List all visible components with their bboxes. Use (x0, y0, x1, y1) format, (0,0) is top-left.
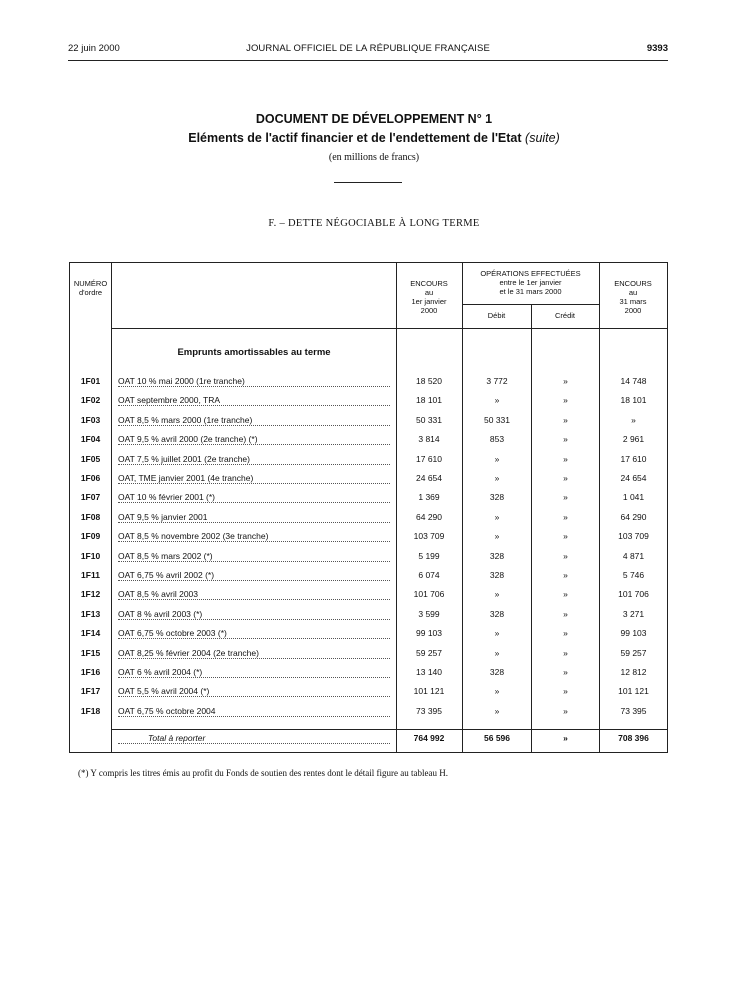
footnote: (*) Y compris les titres émis au profit du Fonds de soutien des rentes dont le détail figure au tableau H. (78, 768, 448, 778)
row-label: OAT, TME janvier 2001 (4e tranche) (118, 473, 254, 483)
row-debit: » (494, 453, 500, 464)
document-subtitle (0, 131, 748, 145)
row-encours-fin: 5 746 (622, 570, 645, 580)
row-encours-debut: 6 074 (418, 570, 440, 580)
table-row (70, 473, 667, 492)
row-leader-dots (118, 386, 390, 387)
row-credit: » (563, 667, 568, 677)
header-encours-fin-line3: 31 mars (619, 297, 647, 306)
row-number: 1F08 (80, 511, 101, 522)
total-top-rule (112, 729, 667, 730)
row-credit: » (563, 570, 568, 580)
row-label: OAT 6,75 % avril 2002 (*) (118, 570, 215, 580)
row-number: 1F03 (80, 414, 101, 425)
header-operations-line3: et le 31 mars 2000 (499, 287, 562, 296)
operations-subheader-rule (462, 304, 599, 305)
total-credit: » (563, 733, 568, 743)
row-label-cell (118, 551, 390, 561)
row-encours-fin: » (631, 414, 636, 425)
row-debit: 328 (489, 667, 505, 677)
row-encours-debut: 5 199 (418, 550, 440, 561)
row-debit: » (494, 395, 500, 406)
row-number: 1F06 (80, 473, 101, 483)
title-separator (334, 182, 402, 183)
row-leader-dots (118, 405, 390, 406)
table-row (70, 551, 667, 570)
row-label-cell (118, 434, 390, 444)
row-number: 1F17 (80, 686, 101, 697)
header-encours-debut (396, 279, 462, 315)
row-encours-debut: 101 706 (413, 589, 445, 600)
document-title: DOCUMENT DE DÉVELOPPEMENT N° 1 (255, 112, 493, 126)
row-encours-fin: 3 271 (622, 608, 645, 619)
header-rule (68, 60, 668, 61)
document-subtitle-text: Eléments de l'actif financier et de l'endettement de l'Etat (188, 131, 522, 145)
row-credit: » (563, 550, 568, 561)
row-credit: » (563, 434, 568, 445)
table-row (70, 628, 667, 647)
row-credit: » (563, 414, 568, 425)
header-bottom-rule (112, 328, 667, 329)
row-number: 1F01 (80, 376, 101, 386)
row-debit: » (494, 686, 500, 697)
header-operations (462, 269, 599, 296)
row-label: OAT 6 % avril 2004 (*) (118, 667, 203, 677)
table-row (70, 570, 667, 589)
row-debit: 50 331 (484, 414, 510, 425)
row-credit: » (563, 511, 568, 522)
row-leader-dots (118, 677, 390, 678)
row-encours-fin: 73 395 (620, 705, 647, 716)
row-encours-debut: 64 290 (416, 511, 442, 522)
row-leader-dots (118, 444, 390, 445)
row-encours-debut: 3 814 (418, 434, 440, 445)
row-encours-fin: 17 610 (620, 453, 647, 464)
row-encours-fin: 14 748 (620, 376, 647, 386)
row-encours-debut: 101 121 (413, 686, 445, 697)
row-credit: » (563, 473, 568, 483)
row-encours-debut: 24 654 (416, 473, 442, 483)
row-label: OAT 6,75 % octobre 2004 (118, 705, 216, 716)
row-label-cell (118, 531, 390, 541)
row-leader-dots (118, 541, 390, 542)
row-number: 1F02 (80, 395, 101, 406)
row-label: OAT 8,25 % février 2004 (2e tranche) (118, 647, 259, 658)
row-number: 1F05 (80, 453, 101, 464)
row-encours-debut: 50 331 (416, 414, 442, 425)
row-debit: 328 (489, 550, 505, 561)
row-encours-fin: 101 121 (618, 686, 649, 697)
row-debit: » (494, 589, 500, 600)
row-label: OAT 8,5 % mars 2002 (*) (118, 550, 213, 561)
row-label: OAT 6,75 % octobre 2003 (*) (118, 628, 227, 639)
row-number: 1F07 (80, 492, 101, 503)
row-debit: 853 (489, 434, 505, 445)
row-encours-fin: 18 101 (620, 395, 647, 406)
header-encours-fin (599, 279, 667, 315)
table-row (70, 395, 667, 414)
row-credit: » (563, 453, 568, 464)
row-credit: » (563, 531, 568, 542)
row-label-cell (118, 706, 390, 716)
row-encours-debut: 103 709 (413, 531, 445, 542)
row-label-cell (118, 686, 390, 696)
row-number: 1F15 (80, 647, 101, 658)
row-encours-fin: 4 871 (622, 550, 645, 561)
row-label-cell (118, 492, 390, 502)
page-header (68, 43, 668, 57)
table-row (70, 376, 667, 395)
row-label: OAT 8,5 % novembre 2002 (3e tranche) (118, 531, 269, 542)
row-number: 1F09 (80, 531, 101, 542)
row-label: OAT 8,5 % avril 2003 (118, 589, 199, 600)
row-label: OAT 5,5 % avril 2004 (*) (118, 686, 210, 697)
header-encours-fin-line1: ENCOURS (614, 279, 652, 288)
header-encours-debut-line2: au (424, 288, 434, 297)
row-encours-debut: 73 395 (416, 705, 442, 716)
row-label-cell (118, 415, 390, 425)
total-leader-dots (118, 743, 390, 744)
group-title: Emprunts amortissables au terme (177, 347, 331, 358)
row-number: 1F10 (80, 550, 101, 561)
row-credit: » (563, 376, 568, 386)
row-label: OAT 7,5 % juillet 2001 (2e tranche) (118, 453, 250, 464)
row-number: 1F16 (80, 667, 101, 677)
debt-table (69, 262, 668, 753)
table-row (70, 648, 667, 667)
header-page-number: 9393 (646, 43, 668, 54)
row-label-cell (118, 454, 390, 464)
row-number: 1F14 (80, 628, 101, 639)
row-credit: » (563, 395, 568, 406)
row-label-cell (118, 376, 390, 386)
document-subtitle-suffix: (suite) (525, 131, 560, 145)
row-credit: » (563, 608, 568, 619)
row-encours-debut: 3 599 (418, 608, 440, 619)
header-encours-fin-line2: au (628, 288, 638, 297)
row-encours-fin: 1 041 (622, 492, 645, 503)
row-label-cell (118, 395, 390, 405)
table-row (70, 667, 667, 686)
table-row (70, 686, 667, 705)
row-number: 1F13 (80, 608, 101, 619)
table-row (70, 415, 667, 434)
row-leader-dots (118, 638, 390, 639)
row-credit: » (563, 647, 568, 658)
total-label: Total à reporter (118, 733, 206, 743)
table-row (70, 589, 667, 608)
row-leader-dots (118, 599, 390, 600)
header-journal-title: JOURNAL OFFICIEL DE LA RÉPUBLIQUE FRANÇAISE (246, 43, 490, 54)
row-encours-fin: 24 654 (620, 473, 647, 483)
row-label: OAT 10 % février 2001 (*) (118, 492, 216, 503)
row-label-cell (118, 609, 390, 619)
header-encours-debut-line3: 1er janvier (411, 297, 447, 306)
row-encours-debut: 18 101 (416, 395, 442, 406)
row-label: OAT 8 % avril 2003 (*) (118, 608, 203, 619)
header-date: 22 juin 2000 (68, 43, 120, 54)
header-credit: Crédit (554, 311, 575, 320)
row-debit: » (494, 647, 500, 658)
row-debit: » (494, 473, 500, 483)
row-label-cell (118, 667, 390, 677)
row-label-cell (118, 648, 390, 658)
row-encours-fin: 2 961 (622, 434, 645, 445)
unit-note: (en millions de francs) (328, 152, 420, 163)
row-label-cell (118, 570, 390, 580)
row-debit: » (494, 628, 500, 639)
header-numero-line1: NUMÉRO (73, 279, 108, 288)
row-debit: » (494, 511, 500, 522)
header-numero-line2: d'ordre (78, 288, 103, 297)
table-row (70, 706, 667, 725)
row-leader-dots (118, 696, 390, 697)
header-encours-fin-line4: 2000 (624, 306, 642, 315)
row-encours-debut: 1 369 (418, 492, 440, 503)
total-encours-debut: 764 992 (413, 733, 445, 743)
row-encours-fin: 103 709 (618, 531, 649, 542)
header-debit: Débit (487, 311, 506, 320)
table-row (70, 609, 667, 628)
row-label-cell (118, 473, 390, 483)
row-credit: » (563, 686, 568, 697)
row-encours-fin: 101 706 (618, 589, 649, 600)
row-label-cell (118, 628, 390, 638)
row-leader-dots (118, 483, 390, 484)
header-encours-debut-line4: 2000 (420, 306, 438, 315)
total-label-cell (118, 733, 390, 743)
row-credit: » (563, 705, 568, 716)
row-number: 1F12 (80, 589, 101, 600)
row-encours-debut: 59 257 (416, 647, 442, 658)
row-label: OAT 8,5 % mars 2000 (1re tranche) (118, 414, 253, 425)
table-row (70, 512, 667, 531)
row-debit: 328 (489, 492, 505, 503)
row-credit: » (563, 628, 568, 639)
table-row (70, 531, 667, 550)
row-debit: 328 (489, 608, 505, 619)
row-label: OAT 9,5 % avril 2000 (2e tranche) (*) (118, 434, 258, 445)
row-debit: 328 (489, 570, 505, 580)
row-encours-debut: 99 103 (416, 628, 442, 639)
section-heading: F. – DETTE NÉGOCIABLE À LONG TERME (268, 218, 480, 229)
table-row (70, 434, 667, 453)
table-row (70, 492, 667, 511)
row-label-cell (118, 589, 390, 599)
row-encours-debut: 17 610 (416, 453, 442, 464)
row-encours-fin: 99 103 (620, 628, 647, 639)
row-number: 1F04 (80, 434, 101, 445)
row-number: 1F11 (81, 570, 100, 580)
row-debit: » (494, 531, 500, 542)
row-encours-fin: 59 257 (620, 647, 647, 658)
row-encours-debut: 13 140 (416, 667, 442, 677)
row-debit: 3 772 (486, 376, 508, 386)
row-leader-dots (118, 580, 390, 581)
table-row (70, 454, 667, 473)
row-credit: » (563, 492, 568, 503)
row-label: OAT septembre 2000, TRA (118, 395, 221, 406)
row-encours-fin: 64 290 (620, 511, 647, 522)
row-debit: » (494, 705, 500, 716)
header-operations-line2: entre le 1er janvier (499, 278, 562, 287)
row-encours-debut: 18 520 (416, 376, 442, 386)
row-label-cell (118, 512, 390, 522)
total-encours-fin: 708 396 (618, 733, 649, 743)
row-number: 1F18 (80, 705, 101, 716)
total-row (70, 733, 667, 753)
row-leader-dots (118, 502, 390, 503)
header-operations-line1: OPÉRATIONS EFFECTUÉES (480, 269, 581, 278)
header-numero (70, 279, 111, 297)
total-debit: 56 596 (484, 733, 510, 743)
row-credit: » (563, 589, 568, 600)
row-label: OAT 10 % mai 2000 (1re tranche) (118, 376, 245, 386)
row-encours-fin: 12 812 (620, 667, 647, 677)
row-label: OAT 9,5 % janvier 2001 (118, 511, 208, 522)
header-encours-debut-line1: ENCOURS (410, 279, 448, 288)
